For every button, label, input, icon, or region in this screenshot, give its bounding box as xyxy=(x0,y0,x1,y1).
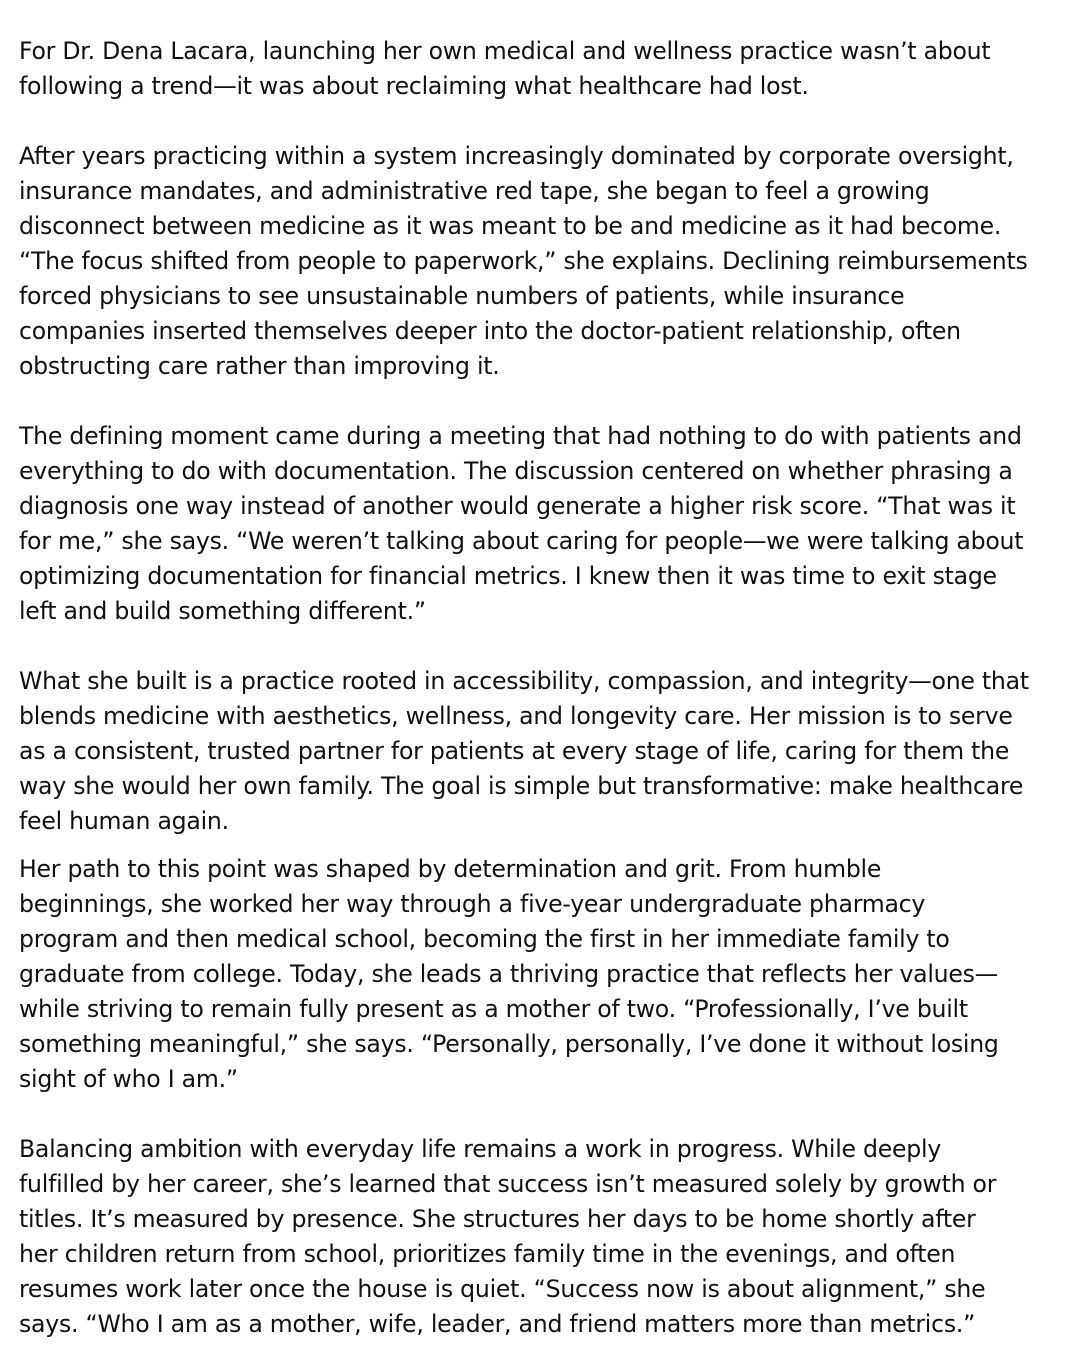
text-line: disconnect between medicine as it was meant to be and medicine as it had become. xyxy=(19,212,1002,240)
text-line: her children return from school, prioritizes family time in the evenings, and often xyxy=(19,1240,956,1268)
text-line: as a consistent, trusted partner for patients at every stage of life, caring for them the xyxy=(19,737,1010,765)
text-line: says. “Who I am as a mother, wife, leader, and friend matters more than metrics.” xyxy=(19,1310,976,1338)
text-line: diagnosis one way instead of another would generate a higher risk score. “That was it xyxy=(19,492,1016,520)
text-line: insurance mandates, and administrative red tape, she began to feel a growing xyxy=(19,177,930,205)
text-line: way she would her own family. The goal is simple but transformative: make healthcare xyxy=(19,772,1024,800)
text-line: for me,” she says. “We weren’t talking about caring for people—we were talking about xyxy=(19,527,1024,555)
text-line: resumes work later once the house is quiet. “Success now is about alignment,” she xyxy=(19,1275,986,1303)
text-line: graduate from college. Today, she leads a thriving practice that reflects her values— xyxy=(19,960,999,988)
text-line: After years practicing within a system increasingly dominated by corporate oversight, xyxy=(19,142,1014,170)
text-line: “The focus shifted from people to paperwork,” she explains. Declining reimbursements xyxy=(19,247,1028,275)
text-line: forced physicians to see unsustainable numbers of patients, while insurance xyxy=(19,282,905,310)
text-line: feel human again. xyxy=(19,807,229,835)
text-line: beginnings, she worked her way through a five-year undergraduate pharmacy xyxy=(19,890,926,918)
paragraph-defining-moment xyxy=(19,419,1075,629)
article-body xyxy=(19,34,1075,1342)
text-line: something meaningful,” she says. “Personally, personally, I’ve done it without losing xyxy=(19,1030,999,1058)
text-line: companies inserted themselves deeper into the doctor-patient relationship, often xyxy=(19,317,961,345)
text-line: Balancing ambition with everyday life remains a work in progress. While deeply xyxy=(19,1135,942,1163)
text-line: left and build something different.” xyxy=(19,597,426,625)
text-line: Her path to this point was shaped by determination and grit. From humble xyxy=(19,855,882,883)
text-line: blends medicine with aesthetics, wellness, and longevity care. Her mission is to serve xyxy=(19,702,1013,730)
text-line: titles. It’s measured by presence. She structures her days to be home shortly after xyxy=(19,1205,976,1233)
text-line: obstructing care rather than improving it. xyxy=(19,352,500,380)
text-line: program and then medical school, becoming the first in her immediate family to xyxy=(19,925,950,953)
paragraph-path xyxy=(19,852,1075,1097)
text-line: everything to do with documentation. The discussion centered on whether phrasing a xyxy=(19,457,1013,485)
paragraph-system xyxy=(19,139,1075,384)
text-line: The defining moment came during a meeting that had nothing to do with patients and xyxy=(19,422,1022,450)
text-line: while striving to remain fully present as a mother of two. “Professionally, I’ve built xyxy=(19,995,968,1023)
paragraph-balance xyxy=(19,1132,1075,1342)
text-line: sight of who I am.” xyxy=(19,1065,238,1093)
text-line: What she built is a practice rooted in accessibility, compassion, and integrity—one that xyxy=(19,667,1029,695)
text-line: For Dr. Dena Lacara, launching her own medical and wellness practice wasn’t about xyxy=(19,37,991,65)
text-line: following a trend—it was about reclaiming what healthcare had lost. xyxy=(19,72,809,100)
paragraph-practice xyxy=(19,664,1075,839)
text-line: optimizing documentation for financial metrics. I knew then it was time to exit stage xyxy=(19,562,997,590)
paragraph-intro xyxy=(19,34,1075,104)
text-line: fulfilled by her career, she’s learned that success isn’t measured solely by growth or xyxy=(19,1170,997,1198)
